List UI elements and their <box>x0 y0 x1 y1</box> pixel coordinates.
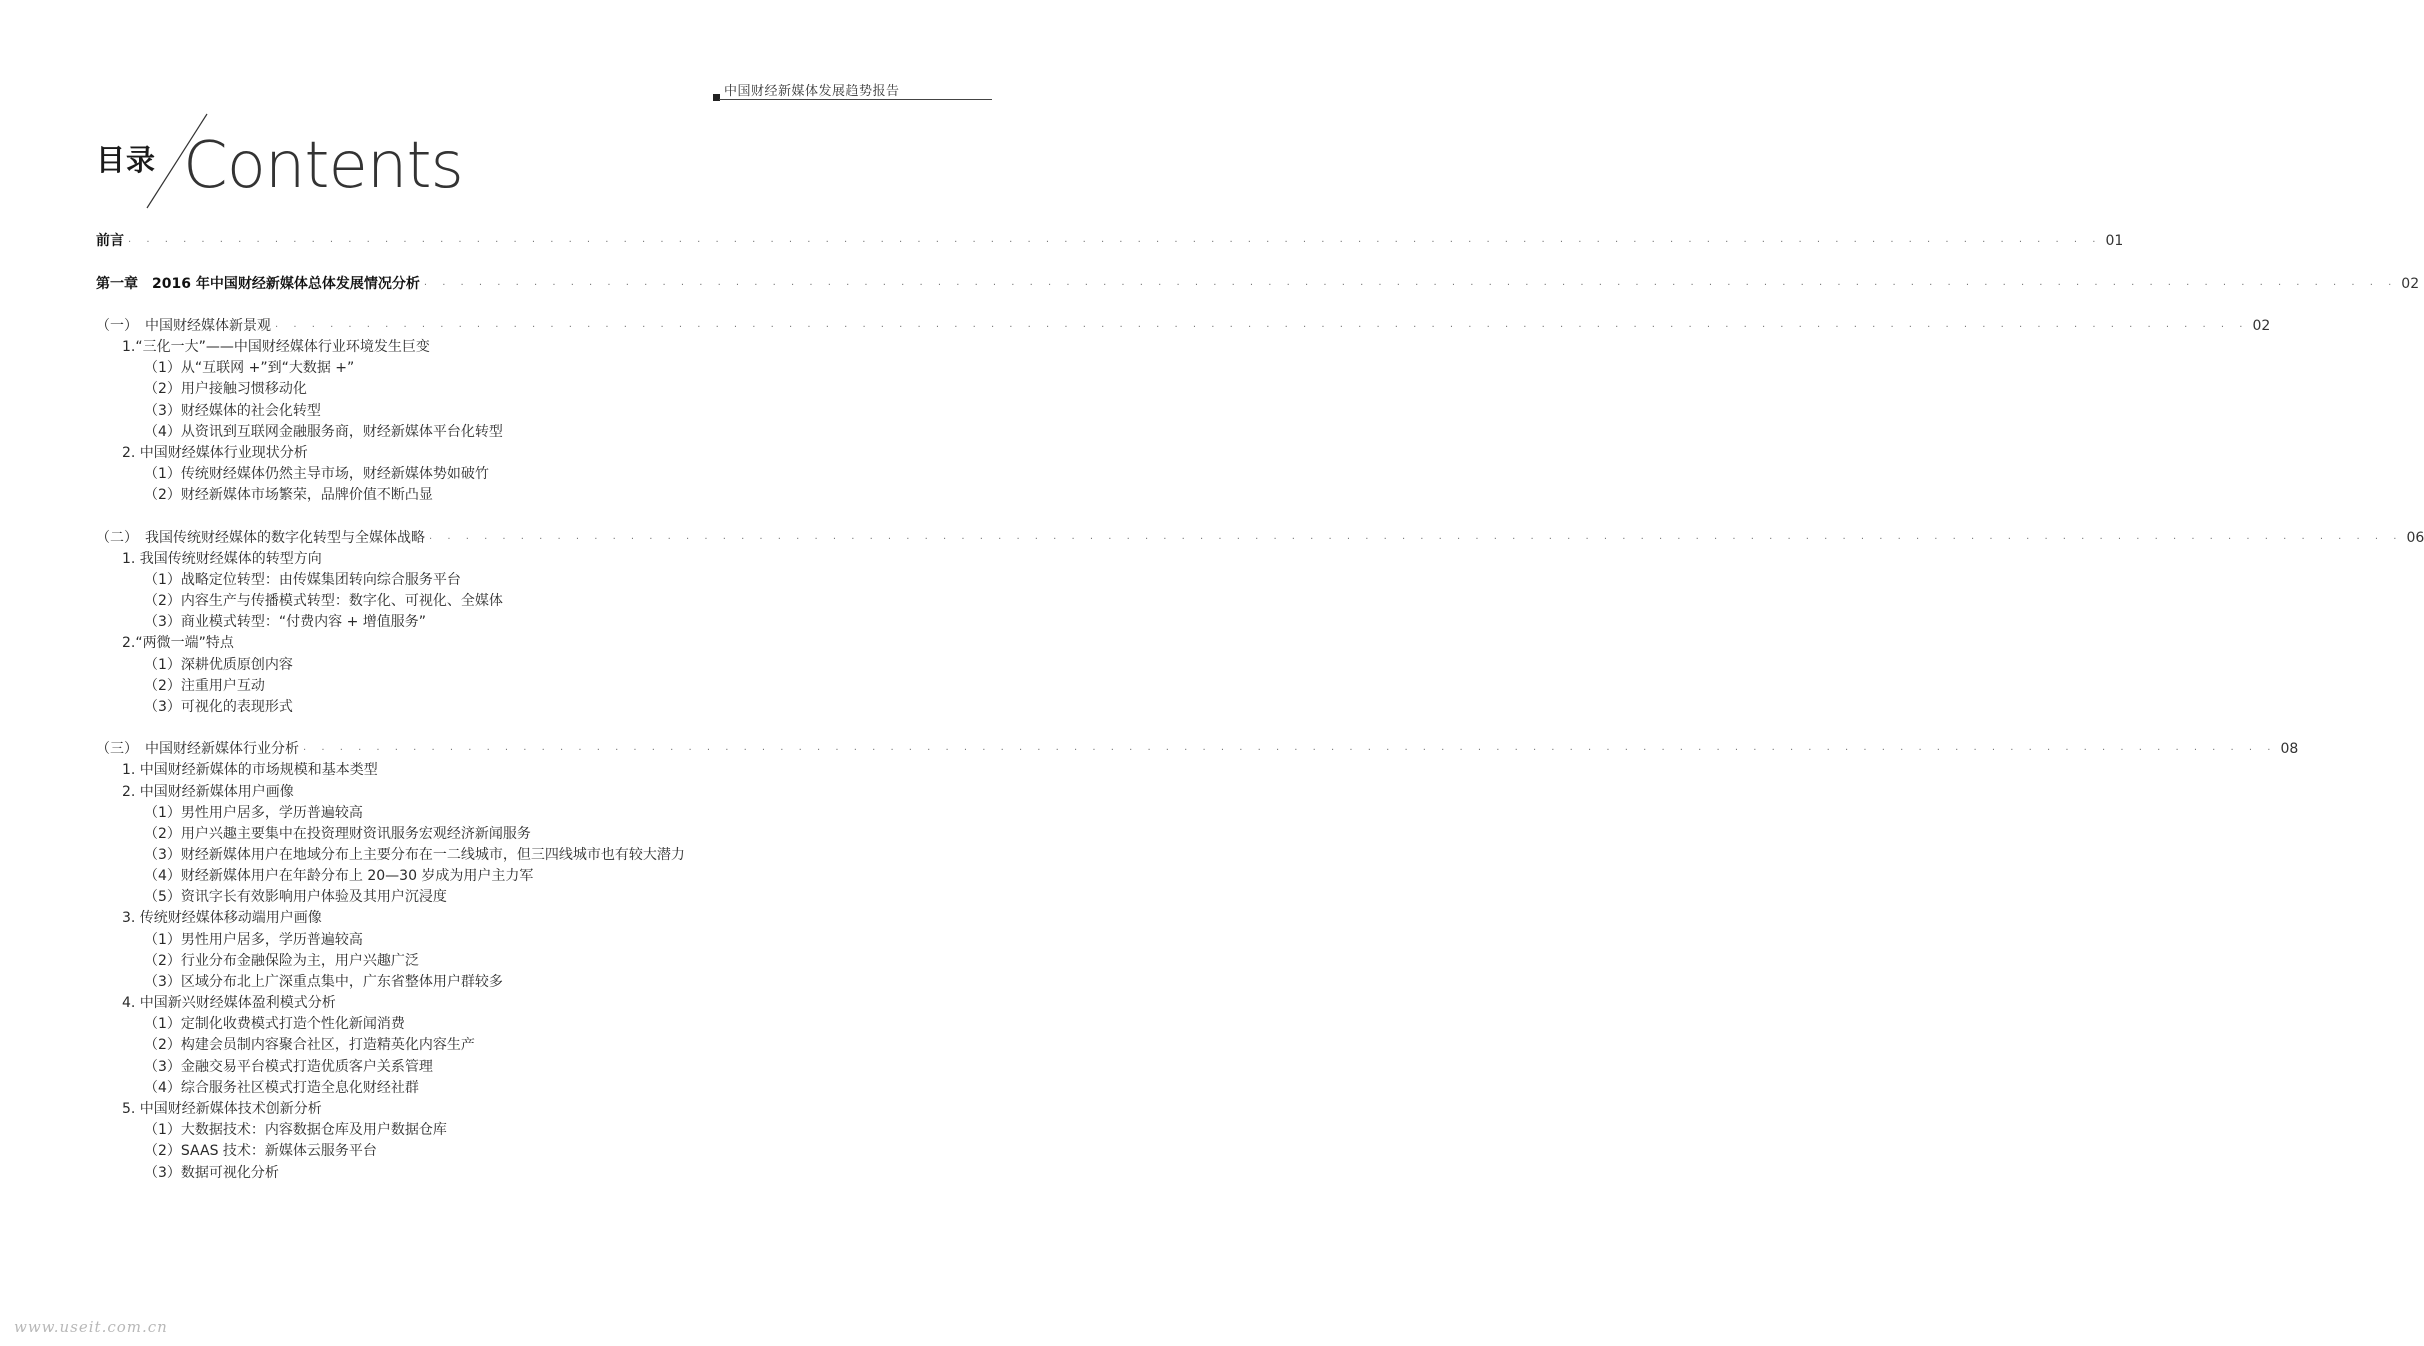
toc-item[interactable]: （4）财经新媒体用户在年龄分布上 20—30 岁成为用户主力军 <box>144 868 534 884</box>
toc-leader: · · · · · · · · · · · · · · · · · · · · · · · · · · · · · · · · · · · · · · · · · · · · · · · · · · · · · · · · · · · · · · · · · · · · · · · · · · · · · · · · · · · · · · · · · · · · · · · · · · · · · · · · · · · · <box>429 534 2403 545</box>
toc-leader: · · · · · · · · · · · · · · · · · · · · · · · · · · · · · · · · · · · · · · · · · · · · · · · · · · · · · · · · · · · · · · · · · · · · · · · · · · · · · · · · · · · · · · · · · · · · · · · · · · · · · · · · · · · · <box>423 280 2398 291</box>
toc-item[interactable]: （3）数据可视化分析 <box>144 1165 279 1181</box>
toc-item[interactable]: （2）内容生产与传播模式转型：数字化、可视化、全媒体 <box>144 593 503 609</box>
toc-page-number: 01 <box>2105 233 2124 249</box>
toc-entry-section-2[interactable] <box>96 528 2424 550</box>
toc-subsection[interactable]: 1. 我国传统财经媒体的转型方向 <box>122 551 322 567</box>
toc-entry-section-1[interactable] <box>96 316 2271 338</box>
toc-item[interactable]: （1）男性用户居多，学历普遍较高 <box>144 805 363 821</box>
toc-item[interactable]: （1）战略定位转型：由传媒集团转向综合服务平台 <box>144 572 461 588</box>
toc-item[interactable]: （1）定制化收费模式打造个性化新闻消费 <box>144 1016 405 1032</box>
toc-leader: · · · · · · · · · · · · · · · · · · · · · · · · · · · · · · · · · · · · · · · · · · · · · · · · · · · · · · · · · · · · · · · · · · · · · · · · · · · · · · · · · · · · · · · · · · · · · · · · · · · · · · · · · · · · <box>128 237 2102 248</box>
header-rule <box>719 99 992 100</box>
watermark: www.useit.com.cn <box>14 1318 168 1336</box>
toc-page-number: 06 <box>2406 530 2424 546</box>
toc-heading-zh: 目录 <box>96 143 157 177</box>
toc-page-number: 02 <box>2252 318 2271 334</box>
toc-item[interactable]: （3）财经媒体的社会化转型 <box>144 403 321 419</box>
toc-item[interactable]: （1）大数据技术：内容数据仓库及用户数据仓库 <box>144 1122 447 1138</box>
toc-item[interactable]: （4）综合服务社区模式打造全息化财经社群 <box>144 1080 419 1096</box>
toc-item[interactable]: （1）深耕优质原创内容 <box>144 657 293 673</box>
toc-subsection[interactable]: 3. 传统财经媒体移动端用户画像 <box>122 910 322 926</box>
toc-leader: · · · · · · · · · · · · · · · · · · · · · · · · · · · · · · · · · · · · · · · · · · · · · · · · · · · · · · · · · · · · · · · · · · · · · · · · · · · · · · · · · · · · · · · · · · · · · · · · · · · · · · · · · · · · <box>303 745 2277 756</box>
toc-entry-label: （三） 中国财经新媒体行业分析 <box>96 741 299 757</box>
toc-item[interactable]: （3）财经新媒体用户在地域分布上主要分布在一二线城市，但三四线城市也有较大潜力 <box>144 847 685 863</box>
toc-entry-label: 第一章 2016 年中国财经新媒体总体发展情况分析 <box>96 276 420 292</box>
toc-item[interactable]: （3）商业模式转型：“付费内容 + 增值服务” <box>144 614 427 630</box>
toc-heading-en: Contents <box>183 129 463 203</box>
toc-page-number: 08 <box>2280 741 2299 757</box>
toc-entry-label: （二） 我国传统财经媒体的数字化转型与全媒体战略 <box>96 530 425 546</box>
toc-entry-label: （一） 中国财经媒体新景观 <box>96 318 271 334</box>
toc-subsection[interactable]: 2. 中国财经媒体行业现状分析 <box>122 445 308 461</box>
toc-subsection[interactable]: 4. 中国新兴财经媒体盈利模式分析 <box>122 995 336 1011</box>
toc-subsection[interactable]: 5. 中国财经新媒体技术创新分析 <box>122 1101 322 1117</box>
toc-subsection[interactable]: 2.“两微一端”特点 <box>122 635 234 651</box>
toc-entry-preface[interactable] <box>96 231 2124 253</box>
toc-subsection[interactable]: 1.“三化一大”——中国财经媒体行业环境发生巨变 <box>122 339 430 355</box>
running-header-title: 中国财经新媒体发展趋势报告 <box>724 84 900 99</box>
toc-item[interactable]: （2）用户接触习惯移动化 <box>144 381 307 397</box>
toc-item[interactable]: （2）财经新媒体市场繁荣，品牌价值不断凸显 <box>144 487 433 503</box>
toc-subsection[interactable]: 1. 中国财经新媒体的市场规模和基本类型 <box>122 762 378 778</box>
toc-page-number: 02 <box>2401 276 2420 292</box>
toc-item[interactable]: （2）行业分布金融保险为主，用户兴趣广泛 <box>144 953 419 969</box>
toc-entry-section-3[interactable] <box>96 739 2299 761</box>
toc-item[interactable]: （1）男性用户居多，学历普遍较高 <box>144 932 363 948</box>
toc-item[interactable]: （4）从资讯到互联网金融服务商，财经新媒体平台化转型 <box>144 424 503 440</box>
toc-item[interactable]: （2）SAAS 技术：新媒体云服务平台 <box>144 1143 377 1159</box>
toc-item[interactable]: （1）从“互联网 +”到“大数据 +” <box>144 360 355 376</box>
toc-item[interactable]: （3）区域分布北上广深重点集中，广东省整体用户群较多 <box>144 974 503 990</box>
toc-entry-label: 前言 <box>96 233 124 249</box>
toc-item[interactable]: （3）可视化的表现形式 <box>144 699 293 715</box>
toc-item[interactable]: （5）资讯字长有效影响用户体验及其用户沉浸度 <box>144 889 447 905</box>
toc-item[interactable]: （1）传统财经媒体仍然主导市场，财经新媒体势如破竹 <box>144 466 489 482</box>
toc-subsection[interactable]: 2. 中国财经新媒体用户画像 <box>122 784 294 800</box>
toc-leader: · · · · · · · · · · · · · · · · · · · · · · · · · · · · · · · · · · · · · · · · · · · · · · · · · · · · · · · · · · · · · · · · · · · · · · · · · · · · · · · · · · · · · · · · · · · · · · · · · · · · · · · · · · · · <box>275 322 2249 333</box>
toc-item[interactable]: （3）金融交易平台模式打造优质客户关系管理 <box>144 1059 433 1075</box>
toc-entry-chapter-1[interactable] <box>96 274 2420 296</box>
toc-item[interactable]: （2）构建会员制内容聚合社区，打造精英化内容生产 <box>144 1037 475 1053</box>
toc-item[interactable]: （2）注重用户互动 <box>144 678 265 694</box>
toc-item[interactable]: （2）用户兴趣主要集中在投资理财资讯服务宏观经济新闻服务 <box>144 826 531 842</box>
